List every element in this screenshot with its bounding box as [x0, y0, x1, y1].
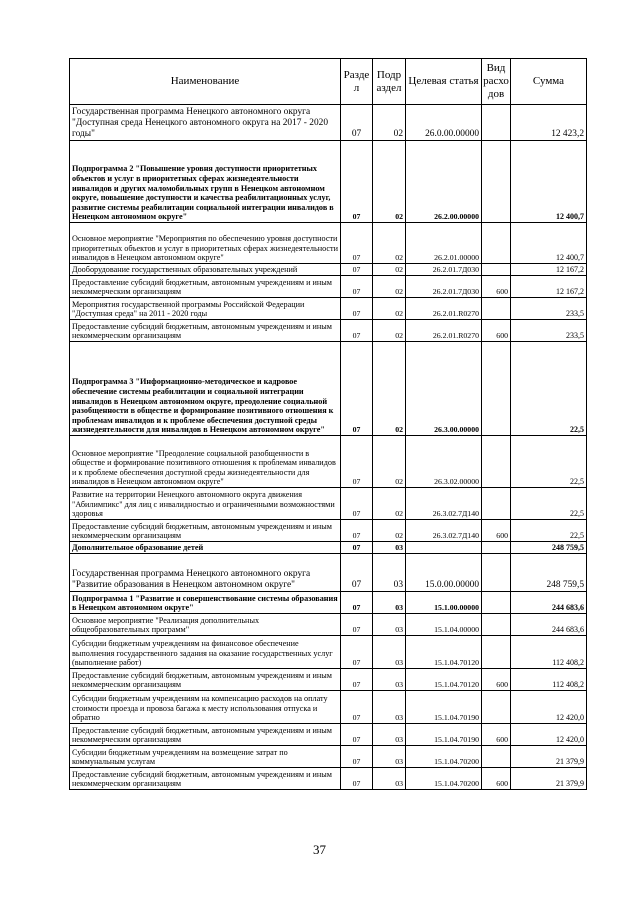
row-subsection: 02 — [373, 264, 406, 276]
row-section: 07 — [341, 746, 373, 768]
row-type — [482, 223, 511, 264]
row-name: Государственная программа Ненецкого автономного округа "Доступная среда Ненецкого автономного округа на 2017 - 2020 годы" — [70, 105, 341, 141]
row-name: Государственная программа Ненецкого автономного округа "Развитие образования в Ненецком автономном округе" — [70, 554, 341, 592]
row-subsection: 02 — [373, 320, 406, 342]
table-row — [70, 614, 587, 636]
row-section: 07 — [341, 320, 373, 342]
row-section: 07 — [341, 669, 373, 691]
row-name: Основное мероприятие "Мероприятия по обеспечению уровня доступности приоритетных объектов и услуг в приоритетных сферах жизнедеятельности инвалидов в Ненецком автономном округе" — [70, 223, 341, 264]
row-section: 07 — [341, 724, 373, 746]
row-subsection: 03 — [373, 554, 406, 592]
row-target: 15.1.04.70120 — [406, 636, 482, 669]
row-type — [482, 436, 511, 488]
row-type — [482, 342, 511, 436]
row-name: Подпрограмма 1 "Развитие и совершенствование системы образования в Ненецком автономном округе" — [70, 592, 341, 614]
row-target: 26.3.02.00000 — [406, 436, 482, 488]
row-name: Дополнительное образование детей — [70, 542, 341, 554]
header-target: Целевая статья — [406, 59, 482, 105]
row-subsection: 03 — [373, 768, 406, 790]
table-header-row — [70, 59, 587, 105]
row-subsection: 02 — [373, 105, 406, 141]
row-type — [482, 105, 511, 141]
row-subsection: 02 — [373, 436, 406, 488]
row-target: 26.3.00.00000 — [406, 342, 482, 436]
row-type — [482, 691, 511, 724]
row-type — [482, 614, 511, 636]
page-number: 37 — [313, 842, 326, 857]
table-row — [70, 520, 587, 542]
row-target: 15.1.04.70190 — [406, 691, 482, 724]
row-target: 26.2.01.00000 — [406, 223, 482, 264]
row-subsection: 03 — [373, 614, 406, 636]
row-type — [482, 592, 511, 614]
row-target: 26.0.00.00000 — [406, 105, 482, 141]
table-row — [70, 264, 587, 276]
table-row — [70, 768, 587, 790]
row-sum: 12 423,2 — [511, 105, 587, 141]
row-sum: 248 759,5 — [511, 542, 587, 554]
row-subsection: 02 — [373, 141, 406, 223]
row-subsection: 03 — [373, 636, 406, 669]
row-section: 07 — [341, 614, 373, 636]
row-subsection: 02 — [373, 223, 406, 264]
header-sum: Сумма — [511, 59, 587, 105]
header-name: Наименование — [70, 59, 341, 105]
row-name: Основное мероприятие "Преодоление социальной разобщенности в обществе и формирование позитивного отношения к проблемам инвалидов и к проблеме обеспечения доступной среды жизнедеятельности для инвалидов в Ненецком автономном округе" — [70, 436, 341, 488]
row-type — [482, 264, 511, 276]
row-sum: 21 379,9 — [511, 746, 587, 768]
row-target: 26.2.00.00000 — [406, 141, 482, 223]
row-type — [482, 141, 511, 223]
table-row — [70, 592, 587, 614]
row-sum: 112 408,2 — [511, 636, 587, 669]
row-sum: 244 683,6 — [511, 614, 587, 636]
row-subsection: 02 — [373, 488, 406, 520]
row-section: 07 — [341, 636, 373, 669]
row-type — [482, 636, 511, 669]
row-section: 07 — [341, 542, 373, 554]
row-sum: 233,5 — [511, 298, 587, 320]
table-row — [70, 223, 587, 264]
row-type — [482, 542, 511, 554]
row-sum: 12 167,2 — [511, 276, 587, 298]
row-type — [482, 298, 511, 320]
table-row — [70, 724, 587, 746]
row-sum: 12 167,2 — [511, 264, 587, 276]
row-section: 07 — [341, 436, 373, 488]
row-name: Развитие на территории Ненецкого автономного округа движения "Абилимпикс" для лиц с инвалидностью и ограниченными возможностями здоровья — [70, 488, 341, 520]
row-target: 26.2.01.R0270 — [406, 320, 482, 342]
row-sum: 12 420,0 — [511, 691, 587, 724]
row-section: 07 — [341, 276, 373, 298]
row-section: 07 — [341, 105, 373, 141]
row-name: Субсидии бюджетным учреждениям на финансовое обеспечение выполнения государственного задания на оказание государственных услуг (выполнение работ) — [70, 636, 341, 669]
row-name: Предоставление субсидий бюджетным, автономным учреждениям и иным некоммерческим организациям — [70, 669, 341, 691]
row-target: 15.1.00.00000 — [406, 592, 482, 614]
row-subsection: 03 — [373, 542, 406, 554]
row-sum: 248 759,5 — [511, 554, 587, 592]
row-subsection: 02 — [373, 298, 406, 320]
row-target — [406, 542, 482, 554]
row-sum: 12 400,7 — [511, 141, 587, 223]
row-target: 15.1.04.70120 — [406, 669, 482, 691]
row-sum: 22,5 — [511, 520, 587, 542]
row-section: 07 — [341, 592, 373, 614]
row-target: 15.1.04.00000 — [406, 614, 482, 636]
row-name: Подпрограмма 2 "Повышение уровня доступности приоритетных объектов и услуг в приоритетных сферах жизнедеятельности инвалидов и других маломобильных групп в Ненецком автономном округе, повышение доступности и качества реабилитационных услуг, развитие системы реабилитации социальной интеграции инвалидов в Ненецком автономном округе" — [70, 141, 341, 223]
row-section: 07 — [341, 141, 373, 223]
table-row — [70, 342, 587, 436]
header-subsection: Подр аздел — [373, 59, 406, 105]
row-sum: 22,5 — [511, 488, 587, 520]
row-name: Мероприятия государственной программы Российской Федерации "Доступная среда" на 2011 - 2020 годы — [70, 298, 341, 320]
table-row — [70, 276, 587, 298]
row-sum: 12 420,0 — [511, 724, 587, 746]
row-name: Подпрограмма 3 "Информационно-методическое и кадровое обеспечение системы реабилитации и социальной интеграции инвалидов в Ненецком автономном округе, преодоление социальной разобщенности в обществе и формирование позитивного отношения к проблемам инвалидов и к проблеме обеспечения доступной среды жизнедеятельности для инвалидов в Ненецком автономном округе" — [70, 342, 341, 436]
table-row — [70, 554, 587, 592]
table-row — [70, 436, 587, 488]
row-sum: 12 400,7 — [511, 223, 587, 264]
row-section: 07 — [341, 768, 373, 790]
row-sum: 244 683,6 — [511, 592, 587, 614]
table-row — [70, 298, 587, 320]
row-section: 07 — [341, 264, 373, 276]
row-type: 600 — [482, 724, 511, 746]
row-target: 26.2.01.R0270 — [406, 298, 482, 320]
row-name: Дооборудование государственных образовательных учреждений — [70, 264, 341, 276]
table-row — [70, 320, 587, 342]
row-target: 15.1.04.70200 — [406, 768, 482, 790]
row-target: 26.2.01.7Д030 — [406, 276, 482, 298]
header-section: Разде л — [341, 59, 373, 105]
row-sum: 233,5 — [511, 320, 587, 342]
row-sum: 21 379,9 — [511, 768, 587, 790]
budget-table — [69, 58, 587, 790]
row-name: Предоставление субсидий бюджетным, автономным учреждениям и иным некоммерческим организациям — [70, 768, 341, 790]
row-target: 15.1.04.70190 — [406, 724, 482, 746]
row-target: 15.1.04.70200 — [406, 746, 482, 768]
table-row — [70, 746, 587, 768]
table-row — [70, 636, 587, 669]
row-sum: 112 408,2 — [511, 669, 587, 691]
budget-table-page — [69, 58, 586, 790]
row-type: 600 — [482, 669, 511, 691]
row-sum: 22,5 — [511, 342, 587, 436]
row-section: 07 — [341, 223, 373, 264]
row-section: 07 — [341, 691, 373, 724]
row-type — [482, 554, 511, 592]
row-type: 600 — [482, 520, 511, 542]
row-name: Предоставление субсидий бюджетным, автономным учреждениям и иным некоммерческим организациям — [70, 520, 341, 542]
row-type: 600 — [482, 768, 511, 790]
row-subsection: 03 — [373, 669, 406, 691]
row-target: 26.2.01.7Д030 — [406, 264, 482, 276]
table-row — [70, 542, 587, 554]
row-sum: 22,5 — [511, 436, 587, 488]
row-name: Субсидии бюджетным учреждениям на компенсацию расходов на оплату стоимости проезда и провоза багажа к месту использования отпуска и обратно — [70, 691, 341, 724]
row-target: 26.3.02.7Д140 — [406, 520, 482, 542]
row-subsection: 03 — [373, 691, 406, 724]
table-row — [70, 669, 587, 691]
row-subsection: 03 — [373, 592, 406, 614]
header-type: Вид расхо дов — [482, 59, 511, 105]
row-name: Предоставление субсидий бюджетным, автономным учреждениям и иным некоммерческим организациям — [70, 320, 341, 342]
row-subsection: 02 — [373, 276, 406, 298]
row-name: Предоставление субсидий бюджетным, автономным учреждениям и иным некоммерческим организациям — [70, 276, 341, 298]
row-subsection: 03 — [373, 746, 406, 768]
row-name: Предоставление субсидий бюджетным, автономным учреждениям и иным некоммерческим организациям — [70, 724, 341, 746]
row-section: 07 — [341, 298, 373, 320]
row-section: 07 — [341, 342, 373, 436]
table-row — [70, 141, 587, 223]
row-subsection: 02 — [373, 342, 406, 436]
row-type: 600 — [482, 320, 511, 342]
row-section: 07 — [341, 554, 373, 592]
row-target: 15.0.00.00000 — [406, 554, 482, 592]
table-row — [70, 105, 587, 141]
row-target: 26.3.02.7Д140 — [406, 488, 482, 520]
row-name: Субсидии бюджетным учреждениям на возмещение затрат по коммунальным услугам — [70, 746, 341, 768]
table-row — [70, 691, 587, 724]
row-type — [482, 746, 511, 768]
row-section: 07 — [341, 488, 373, 520]
row-subsection: 03 — [373, 724, 406, 746]
row-name: Основное мероприятие "Реализация дополнительных общеобразовательных программ" — [70, 614, 341, 636]
row-type: 600 — [482, 276, 511, 298]
table-row — [70, 488, 587, 520]
row-subsection: 02 — [373, 520, 406, 542]
row-section: 07 — [341, 520, 373, 542]
row-type — [482, 488, 511, 520]
